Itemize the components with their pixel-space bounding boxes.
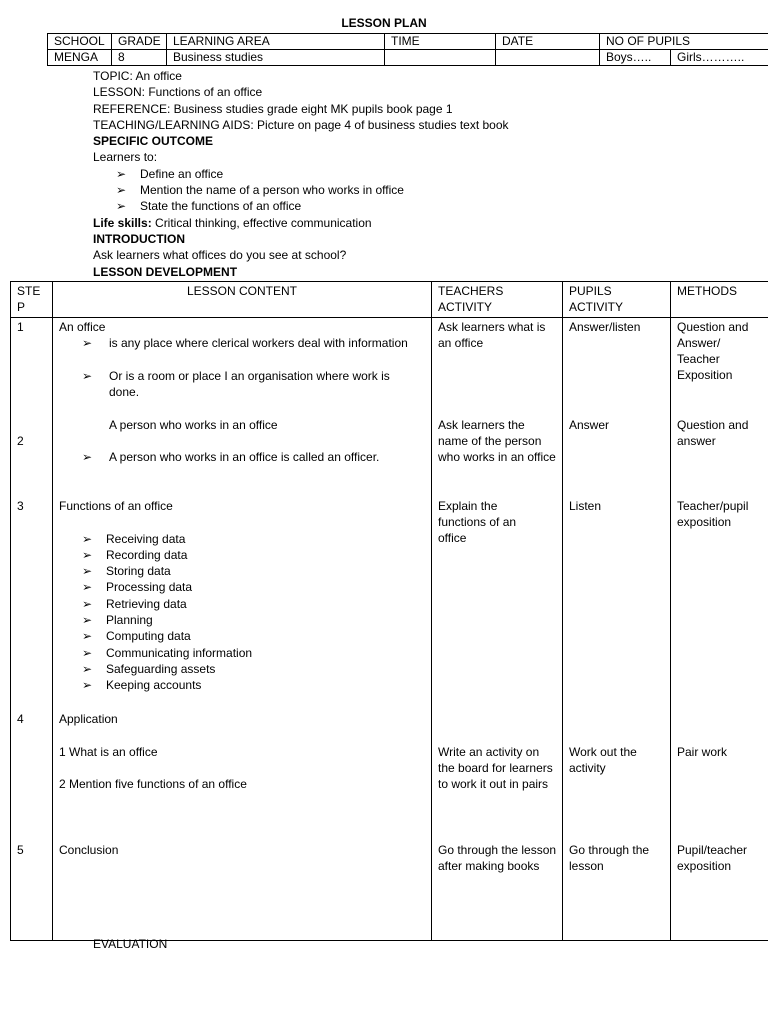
function-item	[82, 628, 422, 644]
list-item	[82, 335, 422, 351]
arrow-bullet-icon: ➢	[116, 183, 127, 198]
step2-bullet-text: A person who works in an office is called an officer.	[109, 449, 380, 464]
header-value-date	[496, 50, 600, 66]
function-item	[82, 612, 422, 628]
method: Teacher/pupil exposition	[677, 498, 749, 529]
col-header-pupils-activity: PUPILS ACTIVITY	[563, 282, 671, 318]
arrow-bullet-icon: ➢	[82, 661, 93, 676]
function-text: Keeping accounts	[106, 678, 202, 693]
outcome-text: Mention the name of a person who works in office	[140, 183, 404, 198]
topic-line: TOPIC: An office	[93, 69, 182, 83]
header-value-grade: 8	[112, 50, 167, 66]
outcome-text: State the functions of an office	[140, 199, 302, 214]
teacher-activity: Explain the functions of an office	[438, 498, 517, 546]
function-item	[82, 547, 422, 563]
header-label-no-of-pupils: NO OF PUPILS	[600, 34, 768, 50]
step4-question1: 1 What is an office	[59, 744, 158, 759]
teacher-activity: Ask learners the name of the person who works in an office	[438, 417, 556, 465]
function-text: Retrieving data	[106, 596, 187, 611]
step5-title: Conclusion	[59, 842, 119, 857]
lesson-development-table	[10, 281, 768, 941]
step1-bullet2-text: Or is a room or place I an organisation where work is done.	[109, 368, 390, 399]
header-value-learning-area: Business studies	[167, 50, 385, 66]
aids-line: TEACHING/LEARNING AIDS: Picture on page 4 of business studies text book	[93, 117, 509, 132]
specific-outcome-heading: SPECIFIC OUTCOME	[93, 134, 214, 149]
step-number: 5	[17, 842, 24, 857]
arrow-bullet-icon: ➢	[82, 580, 93, 595]
page-title: LESSON PLAN	[341, 16, 427, 30]
col-header-methods: METHODS	[671, 282, 768, 318]
pupil-activity: Listen	[569, 498, 602, 513]
content-column	[53, 317, 432, 940]
step-number: 2	[17, 433, 24, 448]
header-label-learning-area: LEARNING AREA	[167, 34, 385, 50]
header-label-time: TIME	[385, 34, 496, 50]
function-item	[82, 596, 422, 612]
pupil-activity: Answer	[569, 417, 610, 432]
arrow-bullet-icon: ➢	[82, 449, 93, 464]
function-item	[82, 645, 422, 661]
function-text: Computing data	[106, 629, 191, 644]
pupils-column	[563, 317, 671, 940]
header-label-grade: GRADE	[112, 34, 167, 50]
outcome-item	[93, 182, 763, 198]
arrow-bullet-icon: ➢	[82, 596, 93, 611]
step-number: 4	[17, 711, 24, 726]
introduction-text: Ask learners what offices do you see at school?	[93, 248, 347, 263]
life-skills-text: Critical thinking, effective communication	[151, 215, 372, 230]
teachers-column	[432, 317, 563, 940]
arrow-bullet-icon: ➢	[82, 645, 93, 660]
steps-column	[11, 317, 53, 940]
function-item	[82, 563, 422, 579]
arrow-bullet-icon: ➢	[116, 199, 127, 214]
lesson-info	[93, 68, 763, 280]
functions-list	[82, 531, 422, 694]
life-skills-label: Life skills:	[93, 215, 152, 230]
teacher-activity: Write an activity on the board for learners to work it out in pairs	[438, 744, 553, 792]
pupil-activity: Answer/listen	[569, 319, 641, 334]
teacher-activity: Ask learners what is an office	[438, 319, 546, 350]
learners-to-line: Learners to:	[93, 150, 158, 165]
step1-title: An office	[59, 319, 106, 334]
step4-title: Application	[59, 711, 118, 726]
arrow-bullet-icon: ➢	[82, 335, 93, 350]
development-heading: LESSON DEVELOPMENT	[93, 264, 238, 279]
col-header-step: STE P	[11, 282, 53, 318]
outcome-item	[93, 198, 763, 214]
list-item	[82, 449, 422, 465]
function-text: Receiving data	[106, 531, 186, 546]
pupil-activity: Go through the lesson	[569, 842, 650, 873]
header-value-school: MENGA	[48, 50, 112, 66]
introduction-heading: INTRODUCTION	[93, 231, 185, 246]
method: Pupil/teacher exposition	[677, 842, 748, 873]
col-header-teachers-activity: TEACHERS ACTIVITY	[432, 282, 563, 318]
header-value-time	[385, 50, 496, 66]
method: Question and Answer/ Teacher Exposition	[677, 319, 749, 383]
header-label-school: SCHOOL	[48, 34, 112, 50]
step-number: 3	[17, 498, 24, 513]
arrow-bullet-icon: ➢	[82, 564, 93, 579]
reference-line: REFERENCE: Business studies grade eight MK pupils book page 1	[93, 101, 453, 116]
function-item	[82, 661, 422, 677]
methods-column	[671, 317, 768, 940]
function-item	[82, 579, 422, 595]
step2-intro: A person who works in an office	[109, 417, 278, 432]
function-text: Communicating information	[106, 645, 253, 660]
list-item	[82, 368, 422, 401]
arrow-bullet-icon: ➢	[82, 368, 93, 383]
step1-bullet1-text: is any place where clerical workers deal with information	[109, 335, 408, 350]
function-item	[82, 531, 422, 547]
arrow-bullet-icon: ➢	[82, 629, 93, 644]
header-value-girls: Girls………..	[671, 50, 768, 66]
evaluation-heading: EVALUATION	[93, 937, 168, 951]
step3-title: Functions of an office	[59, 498, 173, 513]
lesson-line: LESSON: Functions of an office	[93, 85, 263, 100]
function-text: Safeguarding assets	[106, 661, 216, 676]
function-text: Storing data	[106, 564, 171, 579]
function-text: Recording data	[106, 547, 188, 562]
method: Pair work	[677, 744, 728, 759]
teacher-activity: Go through the lesson after making books	[438, 842, 557, 873]
arrow-bullet-icon: ➢	[82, 613, 93, 628]
col-header-lesson-content: LESSON CONTENT	[53, 282, 432, 318]
pupil-activity: Work out the activity	[569, 744, 637, 775]
header-table	[47, 33, 768, 66]
arrow-bullet-icon: ➢	[82, 678, 93, 693]
step4-question2: 2 Mention five functions of an office	[59, 776, 247, 791]
arrow-bullet-icon: ➢	[82, 547, 93, 562]
method: Question and answer	[677, 417, 749, 448]
header-value-boys: Boys…..	[600, 50, 671, 66]
function-text: Planning	[106, 613, 153, 628]
outcome-item	[93, 166, 763, 182]
life-skills-line	[93, 215, 763, 231]
outcome-text: Define an office	[140, 166, 224, 181]
function-text: Processing data	[106, 580, 193, 595]
step-number: 1	[17, 319, 24, 334]
arrow-bullet-icon: ➢	[116, 166, 127, 181]
function-item	[82, 677, 422, 693]
header-label-date: DATE	[496, 34, 600, 50]
arrow-bullet-icon: ➢	[82, 531, 93, 546]
